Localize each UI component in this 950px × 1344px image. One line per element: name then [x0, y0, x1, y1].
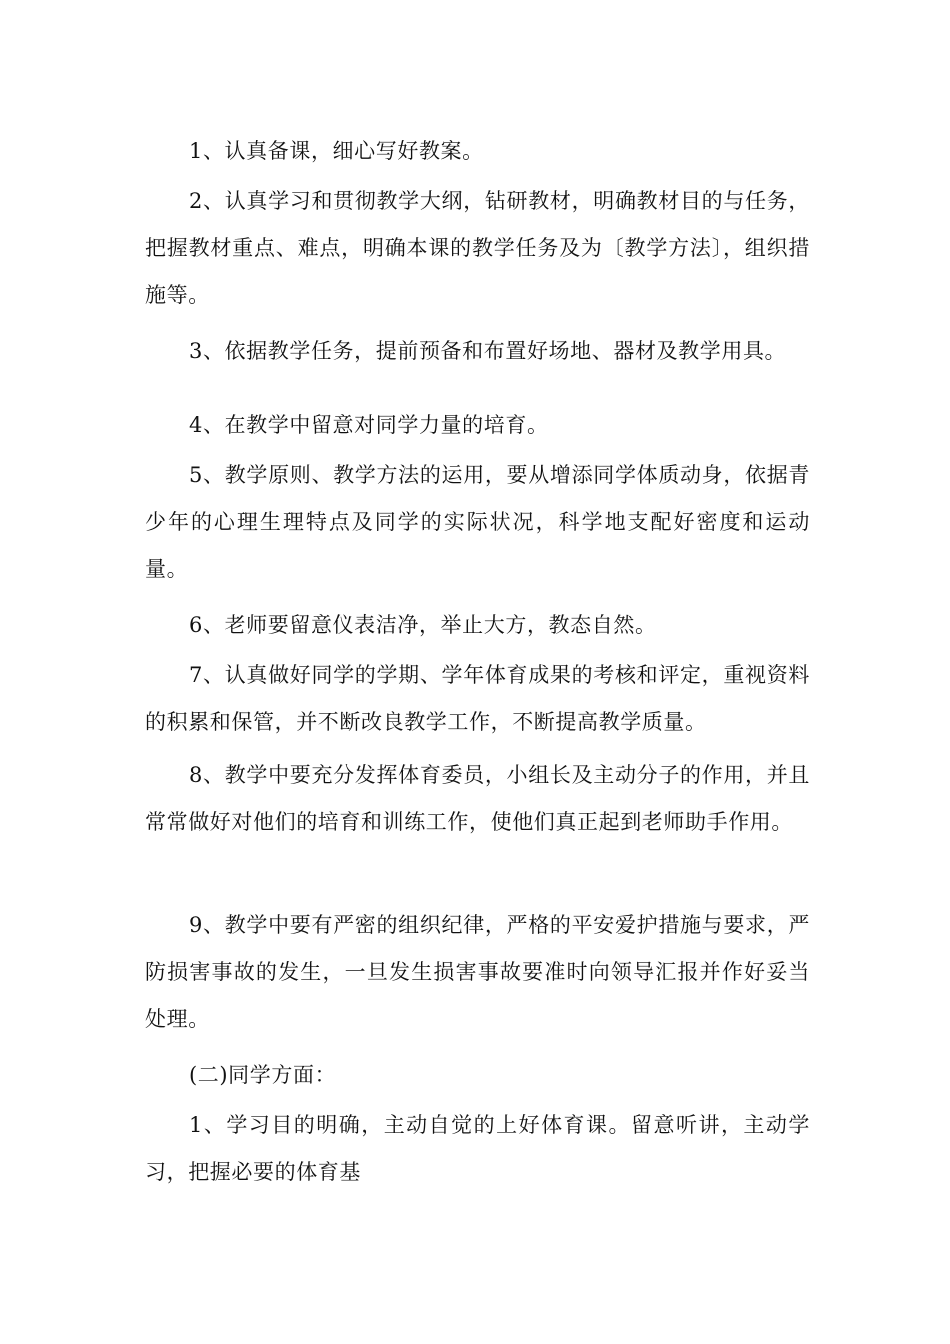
paragraph-teacher-3: 3、依据教学任务，提前预备和布置好场地、器材及教学用具。: [189, 339, 787, 363]
section-heading-students: (二)同学方面：: [189, 1063, 337, 1087]
paragraph-teacher-6: 6、老师要留意仪表洁净，举止大方，教态自然。: [189, 613, 657, 637]
paragraph-student-1: 1、学习目的明确，主动自觉的上好体育课。留意听讲，主动学习，把握必要的体育基: [145, 1113, 810, 1184]
paragraph-teacher-8: 8、教学中要充分发挥体育委员，小组长及主动分子的作用，并且常常做好对他们的培育和训练工作，使他们真正起到老师助手作用。: [145, 763, 810, 834]
paragraph-teacher-9: 9、教学中要有严密的组织纪律，严格的平安爱护措施与要求，严防损害事故的发生，一旦发生损害事故要准时向领导汇报并作好妥当处理。: [145, 913, 810, 1031]
paragraph-teacher-2: 2、认真学习和贯彻教学大纲，钻研教材，明确教材目的与任务，把握教材重点、难点，明确本课的教学任务及为〔教学方法〕，组织措施等。: [145, 189, 810, 307]
paragraph-teacher-1: 1、认真备课，细心写好教案。: [189, 139, 484, 163]
paragraph-teacher-5: 5、教学原则、教学方法的运用，要从增添同学体质动身，依据青少年的心理生理特点及同学的实际状况，科学地支配好密度和运动量。: [145, 463, 810, 581]
paragraph-teacher-4: 4、在教学中留意对同学力量的培育。: [189, 413, 549, 437]
paragraph-teacher-7: 7、认真做好同学的学期、学年体育成果的考核和评定，重视资料的积累和保管，并不断改良教学工作，不断提高教学质量。: [145, 663, 810, 734]
